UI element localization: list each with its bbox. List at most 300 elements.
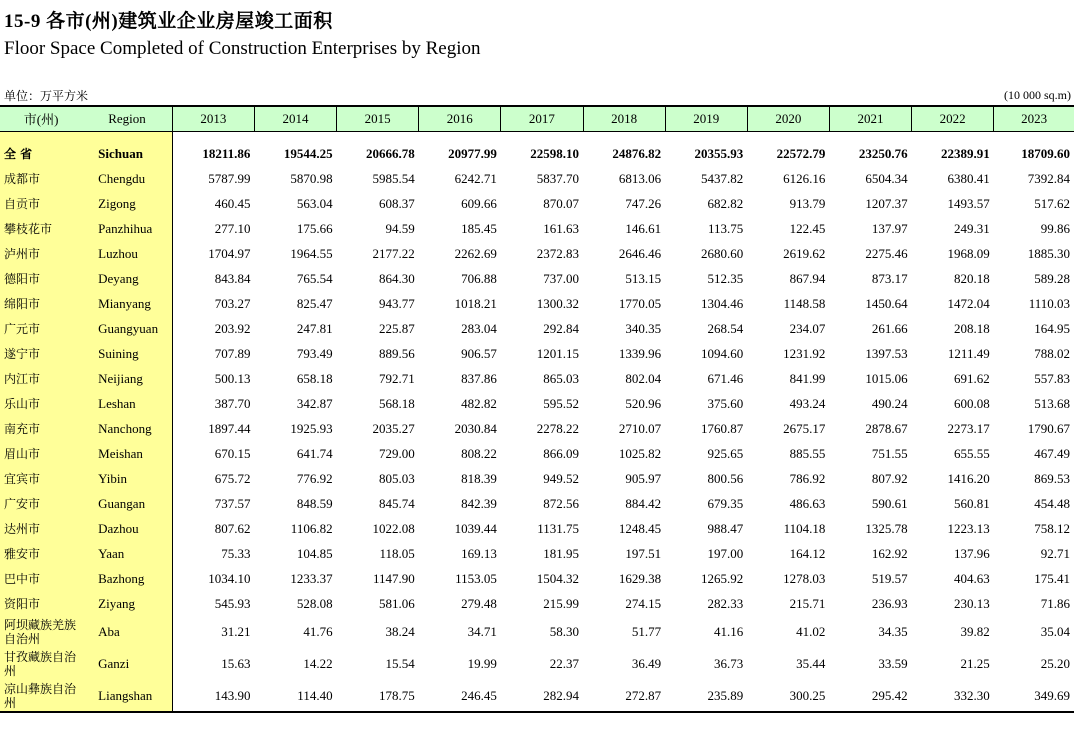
value-cell: 24876.82 <box>612 145 662 161</box>
value-cell: 2675.17 <box>783 420 826 436</box>
value-cell: 203.92 <box>214 320 251 336</box>
value-cell: 486.63 <box>789 495 826 511</box>
value-cell: 1106.82 <box>290 520 333 536</box>
table-row <box>0 241 1074 266</box>
value-cell: 34.71 <box>467 624 497 639</box>
value-cell: 460.45 <box>214 195 251 211</box>
value-cell: 1704.97 <box>208 245 251 261</box>
value-cell: 703.27 <box>214 295 251 311</box>
value-cell: 848.59 <box>296 495 333 511</box>
region-name-en: Nanchong <box>82 416 172 441</box>
value-cell: 837.86 <box>461 370 497 386</box>
value-cell: 236.93 <box>871 595 908 611</box>
value-cell: 765.54 <box>296 270 333 286</box>
value-cell: 1885.30 <box>1027 245 1070 261</box>
value-cell: 113.75 <box>708 220 744 236</box>
region-name-en: Ganzi <box>82 648 172 680</box>
value-cell: 870.07 <box>543 195 579 211</box>
value-cell: 143.90 <box>172 680 254 712</box>
value-cell: 181.95 <box>543 545 579 561</box>
value-cell: 247.81 <box>296 320 333 336</box>
value-cell: 557.83 <box>1034 370 1070 386</box>
region-name-en: Mianyang <box>82 291 172 316</box>
header-year: 2017 <box>501 106 583 131</box>
value-cell: 234.07 <box>789 320 826 336</box>
city-name-cn: 甘孜藏族自治州 <box>0 648 82 680</box>
city-name-cn: 巴中市 <box>0 566 82 591</box>
value-cell: 1968.09 <box>947 245 990 261</box>
value-cell: 1201.15 <box>536 345 579 361</box>
value-cell: 517.62 <box>1034 195 1070 211</box>
table-row <box>0 616 1074 648</box>
value-cell: 1022.08 <box>372 520 415 536</box>
value-cell: 655.55 <box>953 445 990 461</box>
value-cell: 493.24 <box>789 395 826 411</box>
value-cell: 825.47 <box>296 295 333 311</box>
value-cell: 867.94 <box>789 270 826 286</box>
value-cell: 215.99 <box>543 595 579 611</box>
table-row <box>0 391 1074 416</box>
value-cell: 482.82 <box>461 395 497 411</box>
value-cell: 6242.71 <box>454 170 497 186</box>
table-row <box>0 591 1074 616</box>
city-name-cn: 全 省 <box>0 141 82 166</box>
value-cell: 2177.22 <box>372 245 415 261</box>
header-year: 2016 <box>419 106 501 131</box>
value-cell: 5985.54 <box>372 170 415 186</box>
table-title-en: Floor Space Completed of Construction Enterprises by Region <box>4 38 481 59</box>
header-year: 2020 <box>747 106 829 131</box>
region-name-en: Guangan <box>82 491 172 516</box>
value-cell: 800.56 <box>707 470 744 486</box>
value-cell: 864.30 <box>378 270 415 286</box>
region-name-en: Guangyuan <box>82 316 172 341</box>
region-name-en: Dazhou <box>82 516 172 541</box>
value-cell: 279.48 <box>461 595 497 611</box>
value-cell: 1039.44 <box>454 520 497 536</box>
value-cell: 5870.98 <box>290 170 333 186</box>
value-cell: 545.93 <box>214 595 251 611</box>
value-cell: 563.04 <box>296 195 333 211</box>
value-cell: 842.39 <box>461 495 497 511</box>
value-cell: 988.47 <box>707 520 744 536</box>
value-cell: 375.60 <box>707 395 744 411</box>
value-cell: 146.61 <box>625 220 662 236</box>
region-name-en: Suining <box>82 341 172 366</box>
value-cell: 6380.41 <box>947 170 990 186</box>
value-cell: 22572.79 <box>776 145 826 161</box>
city-name-cn: 乐山市 <box>0 391 82 416</box>
value-cell: 737.00 <box>543 270 579 286</box>
value-cell: 31.21 <box>221 624 251 639</box>
city-name-cn: 凉山彝族自治州 <box>0 680 82 712</box>
table-row <box>0 366 1074 391</box>
value-cell: 513.15 <box>625 270 662 286</box>
city-name-cn: 南充市 <box>0 416 82 441</box>
value-cell: 2262.69 <box>454 245 497 261</box>
value-cell: 261.66 <box>871 320 908 336</box>
table-row <box>0 291 1074 316</box>
value-cell: 1015.06 <box>865 370 908 386</box>
value-cell: 5787.99 <box>208 170 251 186</box>
value-cell: 164.95 <box>1034 320 1070 336</box>
value-cell: 22389.91 <box>940 145 990 161</box>
header-year: 2021 <box>829 106 911 131</box>
value-cell: 747.26 <box>625 195 662 211</box>
value-cell: 1148.58 <box>783 295 826 311</box>
value-cell: 1325.78 <box>865 520 908 536</box>
region-name-en: Liangshan <box>82 680 172 712</box>
city-name-cn: 泸州市 <box>0 241 82 266</box>
value-cell: 36.73 <box>714 656 744 671</box>
value-cell: 1504.32 <box>536 570 579 586</box>
value-cell: 2646.46 <box>618 245 662 261</box>
value-cell: 39.82 <box>960 624 990 639</box>
value-cell: 2035.27 <box>372 420 415 436</box>
value-cell: 2273.17 <box>947 420 990 436</box>
value-cell: 1131.75 <box>537 520 579 536</box>
value-cell: 18709.60 <box>1021 145 1070 161</box>
value-cell: 706.88 <box>461 270 497 286</box>
value-cell: 162.92 <box>871 545 908 561</box>
table-row <box>0 316 1074 341</box>
value-cell: 274.15 <box>625 595 662 611</box>
value-cell: 235.89 <box>665 680 747 712</box>
region-name-en: Bazhong <box>82 566 172 591</box>
region-name-en: Yaan <box>82 541 172 566</box>
unit-label-en: (10 000 sq.m) <box>1004 88 1071 102</box>
value-cell: 792.71 <box>378 370 415 386</box>
region-name-en: Zigong <box>82 191 172 216</box>
value-cell: 2275.46 <box>865 245 908 261</box>
value-cell: 590.61 <box>871 495 908 511</box>
value-cell: 122.45 <box>789 220 826 236</box>
region-name-en: Panzhihua <box>82 216 172 241</box>
value-cell: 283.04 <box>461 320 497 336</box>
spacer-cell <box>172 131 1074 141</box>
value-cell: 20977.99 <box>448 145 497 161</box>
value-cell: 873.17 <box>871 270 908 286</box>
value-cell: 75.33 <box>221 545 251 561</box>
value-cell: 387.70 <box>214 395 251 411</box>
value-cell: 230.13 <box>953 595 990 611</box>
value-cell: 246.45 <box>419 680 501 712</box>
value-cell: 595.52 <box>543 395 579 411</box>
region-name-en: Ziyang <box>82 591 172 616</box>
value-cell: 2372.83 <box>536 245 579 261</box>
header-year: 2019 <box>665 106 747 131</box>
table-row <box>0 216 1074 241</box>
region-name-en: Deyang <box>82 266 172 291</box>
table-row <box>0 191 1074 216</box>
region-name-en: Sichuan <box>82 141 172 166</box>
table-row <box>0 266 1074 291</box>
value-cell: 58.30 <box>549 624 579 639</box>
value-cell: 2030.84 <box>454 420 497 436</box>
header-year: 2023 <box>994 106 1074 131</box>
value-cell: 197.51 <box>625 545 662 561</box>
city-name-cn: 资阳市 <box>0 591 82 616</box>
value-cell: 1472.04 <box>947 295 990 311</box>
value-cell: 528.08 <box>296 595 333 611</box>
value-cell: 6126.16 <box>783 170 826 186</box>
value-cell: 691.62 <box>953 370 990 386</box>
value-cell: 1025.82 <box>618 445 662 461</box>
value-cell: 2710.07 <box>618 420 662 436</box>
value-cell: 51.77 <box>631 624 662 639</box>
value-cell: 788.02 <box>1034 345 1070 361</box>
value-cell: 137.96 <box>953 545 990 561</box>
value-cell: 608.37 <box>378 195 415 211</box>
spacer-cell <box>82 131 172 141</box>
value-cell: 332.30 <box>912 680 994 712</box>
value-cell: 1897.44 <box>208 420 251 436</box>
value-cell: 581.06 <box>378 595 415 611</box>
value-cell: 865.03 <box>543 370 579 386</box>
floor-space-table <box>0 105 1074 713</box>
header-region: Region <box>82 106 172 131</box>
value-cell: 845.74 <box>378 495 415 511</box>
value-cell: 41.16 <box>714 624 744 639</box>
value-cell: 1104.18 <box>783 520 826 536</box>
value-cell: 164.12 <box>789 545 826 561</box>
value-cell: 802.04 <box>625 370 662 386</box>
value-cell: 490.24 <box>871 395 908 411</box>
table-body <box>0 131 1074 712</box>
value-cell: 841.99 <box>789 370 826 386</box>
city-name-cn: 广元市 <box>0 316 82 341</box>
value-cell: 15.63 <box>221 656 251 671</box>
city-name-cn: 德阳市 <box>0 266 82 291</box>
value-cell: 1304.46 <box>701 295 744 311</box>
value-cell: 41.02 <box>796 624 826 639</box>
value-cell: 22.37 <box>549 656 579 671</box>
city-name-cn: 眉山市 <box>0 441 82 466</box>
table-row <box>0 566 1074 591</box>
city-name-cn: 遂宁市 <box>0 341 82 366</box>
city-name-cn: 内江市 <box>0 366 82 391</box>
spacer-cell <box>0 131 82 141</box>
city-name-cn: 成都市 <box>0 166 82 191</box>
value-cell: 2619.62 <box>783 245 826 261</box>
value-cell: 175.66 <box>296 220 333 236</box>
value-cell: 185.45 <box>461 220 497 236</box>
city-name-cn: 达州市 <box>0 516 82 541</box>
value-cell: 609.66 <box>461 195 497 211</box>
value-cell: 500.13 <box>214 370 251 386</box>
table-row <box>0 516 1074 541</box>
value-cell: 1094.60 <box>701 345 744 361</box>
unit-label-cn: 单位：万平方米 <box>4 89 89 103</box>
value-cell: 36.49 <box>631 656 662 671</box>
value-cell: 5437.82 <box>701 170 744 186</box>
value-cell: 38.24 <box>385 624 415 639</box>
table-row <box>0 466 1074 491</box>
region-name-en: Neijiang <box>82 366 172 391</box>
value-cell: 71.86 <box>1040 595 1070 611</box>
value-cell: 22598.10 <box>530 145 579 161</box>
city-name-cn: 阿坝藏族羌族自治州 <box>0 616 82 648</box>
header-year: 2014 <box>254 106 336 131</box>
value-cell: 18211.86 <box>202 145 251 161</box>
table-row <box>0 341 1074 366</box>
value-cell: 776.92 <box>296 470 333 486</box>
value-cell: 1925.93 <box>290 420 333 436</box>
header-year: 2018 <box>583 106 665 131</box>
value-cell: 707.89 <box>214 345 251 361</box>
header-year: 2022 <box>912 106 994 131</box>
value-cell: 519.57 <box>871 570 908 586</box>
value-cell: 14.22 <box>303 656 333 671</box>
value-cell: 600.08 <box>953 395 990 411</box>
value-cell: 92.71 <box>1040 545 1070 561</box>
value-cell: 658.18 <box>296 370 333 386</box>
value-cell: 300.25 <box>747 680 829 712</box>
value-cell: 340.35 <box>625 320 662 336</box>
region-name-en: Yibin <box>82 466 172 491</box>
value-cell: 1265.92 <box>701 570 744 586</box>
value-cell: 114.40 <box>254 680 336 712</box>
value-cell: 35.04 <box>1040 624 1070 639</box>
value-cell: 1790.67 <box>1027 420 1070 436</box>
value-cell: 589.28 <box>1034 270 1070 286</box>
value-cell: 885.55 <box>789 445 826 461</box>
value-cell: 1278.03 <box>783 570 826 586</box>
value-cell: 679.35 <box>707 495 744 511</box>
value-cell: 342.87 <box>296 395 333 411</box>
header-year: 2013 <box>172 106 254 131</box>
value-cell: 15.54 <box>385 656 415 671</box>
value-cell: 793.49 <box>296 345 333 361</box>
value-cell: 161.63 <box>543 220 579 236</box>
value-cell: 7392.84 <box>1027 170 1070 186</box>
value-cell: 758.12 <box>1034 520 1070 536</box>
value-cell: 682.82 <box>707 195 744 211</box>
value-cell: 1760.87 <box>701 420 744 436</box>
value-cell: 25.20 <box>1040 656 1070 671</box>
value-cell: 1018.21 <box>454 295 497 311</box>
value-cell: 872.56 <box>543 495 579 511</box>
value-cell: 807.62 <box>214 520 251 536</box>
value-cell: 1300.32 <box>536 295 579 311</box>
value-cell: 225.87 <box>378 320 415 336</box>
value-cell: 178.75 <box>337 680 419 712</box>
header-row <box>0 106 1074 131</box>
value-cell: 197.00 <box>707 545 744 561</box>
value-cell: 19544.25 <box>283 145 333 161</box>
value-cell: 104.85 <box>296 545 333 561</box>
value-cell: 737.57 <box>214 495 251 511</box>
value-cell: 869.53 <box>1034 470 1070 486</box>
value-cell: 2278.22 <box>536 420 579 436</box>
value-cell: 277.10 <box>214 220 251 236</box>
table-row <box>0 441 1074 466</box>
value-cell: 34.35 <box>878 624 908 639</box>
value-cell: 513.68 <box>1034 395 1070 411</box>
value-cell: 292.84 <box>543 320 579 336</box>
header-city: 市(州) <box>0 106 82 131</box>
city-name-cn: 雅安市 <box>0 541 82 566</box>
value-cell: 560.81 <box>953 495 990 511</box>
table-row <box>0 416 1074 441</box>
value-cell: 843.84 <box>214 270 251 286</box>
value-cell: 820.18 <box>953 270 990 286</box>
value-cell: 866.09 <box>543 445 579 461</box>
value-cell: 1034.10 <box>208 570 251 586</box>
value-cell: 786.92 <box>789 470 826 486</box>
value-cell: 1153.05 <box>455 570 497 586</box>
value-cell: 23250.76 <box>858 145 908 161</box>
value-cell: 906.57 <box>461 345 497 361</box>
value-cell: 1207.37 <box>865 195 908 211</box>
city-name-cn: 自贡市 <box>0 191 82 216</box>
region-name-en: Leshan <box>82 391 172 416</box>
value-cell: 19.99 <box>467 656 497 671</box>
value-cell: 670.15 <box>214 445 251 461</box>
value-cell: 520.96 <box>625 395 662 411</box>
value-cell: 1964.55 <box>290 245 333 261</box>
value-cell: 99.86 <box>1040 220 1070 236</box>
city-name-cn: 宜宾市 <box>0 466 82 491</box>
value-cell: 925.65 <box>707 445 744 461</box>
value-cell: 1110.03 <box>1028 295 1070 311</box>
value-cell: 729.00 <box>378 445 415 461</box>
value-cell: 568.18 <box>378 395 415 411</box>
value-cell: 282.94 <box>501 680 583 712</box>
value-cell: 905.97 <box>625 470 662 486</box>
value-cell: 1248.45 <box>618 520 662 536</box>
value-cell: 20666.78 <box>365 145 415 161</box>
header-year: 2015 <box>337 106 419 131</box>
value-cell: 6813.06 <box>618 170 662 186</box>
value-cell: 1770.05 <box>618 295 662 311</box>
value-cell: 208.18 <box>953 320 990 336</box>
value-cell: 169.13 <box>461 545 497 561</box>
table-row <box>0 166 1074 191</box>
value-cell: 1223.13 <box>947 520 990 536</box>
city-name-cn: 绵阳市 <box>0 291 82 316</box>
value-cell: 282.33 <box>707 595 744 611</box>
value-cell: 913.79 <box>789 195 826 211</box>
value-cell: 118.05 <box>379 545 415 561</box>
value-cell: 1493.57 <box>947 195 990 211</box>
value-cell: 943.77 <box>378 295 415 311</box>
value-cell: 1339.96 <box>618 345 662 361</box>
city-name-cn: 攀枝花市 <box>0 216 82 241</box>
value-cell: 2680.60 <box>701 245 744 261</box>
value-cell: 1450.64 <box>865 295 908 311</box>
value-cell: 1231.92 <box>783 345 826 361</box>
spacer-row <box>0 131 1074 141</box>
value-cell: 467.49 <box>1034 445 1070 461</box>
value-cell: 751.55 <box>871 445 908 461</box>
value-cell: 249.31 <box>953 220 990 236</box>
value-cell: 884.42 <box>625 495 662 511</box>
value-cell: 404.63 <box>953 570 990 586</box>
value-cell: 454.48 <box>1034 495 1070 511</box>
value-cell: 512.35 <box>707 270 744 286</box>
value-cell: 1629.38 <box>618 570 662 586</box>
value-cell: 175.41 <box>1034 570 1070 586</box>
value-cell: 349.69 <box>994 680 1074 712</box>
value-cell: 1397.53 <box>865 345 908 361</box>
city-name-cn: 广安市 <box>0 491 82 516</box>
value-cell: 272.87 <box>583 680 665 712</box>
value-cell: 137.97 <box>871 220 908 236</box>
value-cell: 33.59 <box>878 656 908 671</box>
value-cell: 20355.93 <box>694 145 744 161</box>
value-cell: 818.39 <box>461 470 497 486</box>
